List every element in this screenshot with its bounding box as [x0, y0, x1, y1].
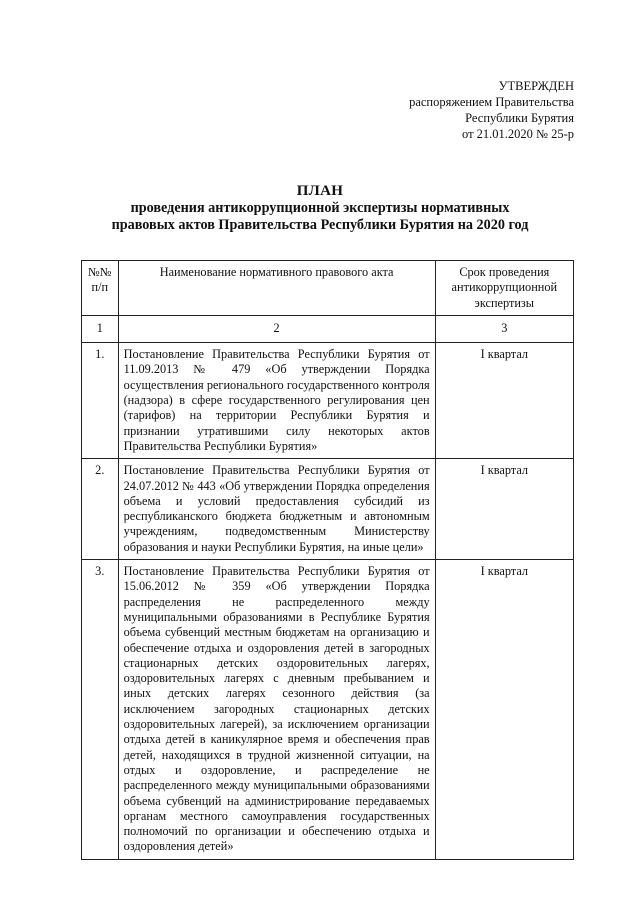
column-index-1: 1 — [82, 315, 119, 342]
approval-date-number: от 21.01.2020 № 25-р — [461, 127, 574, 141]
header-term: Срок проведения антикоррупционной экспертизы — [435, 261, 573, 316]
column-index-row — [82, 315, 574, 342]
document-title — [60, 183, 580, 234]
approval-republic: Республики Бурятия — [465, 111, 574, 125]
row-act-name: Постановление Правительства Республики Бурятия от 24.07.2012 № 443 «Об утверждении Порядка определения объема и условий предоставления субсидий из республиканского бюджета бюджетным и автономным учреждениям, подведомственным Министерству образования и науки Республики Бурятия, на иные цели» — [118, 459, 435, 560]
row-number: 1. — [82, 343, 119, 459]
column-index-3: 3 — [435, 315, 573, 342]
header-act-name: Наименование нормативного правового акта — [118, 261, 435, 316]
row-act-name: Постановление Правительства Республики Бурятия от 11.09.2013 № 479 «Об утверждении Порядка осуществления регионального государственного контроля (надзора) в сфере государственного регулирования цен (тарифов) на территории Республики Бурятия и признании утратившими силу некоторых актов Правительства Республики Бурятия» — [118, 343, 435, 459]
title-subtitle-line1: проведения антикоррупционной экспертизы нормативных — [130, 200, 510, 216]
approval-issuer: распоряжением Правительства — [409, 95, 574, 109]
table-row — [82, 560, 574, 860]
row-term: I квартал — [435, 343, 573, 459]
row-term: I квартал — [435, 459, 573, 560]
row-number: 2. — [82, 459, 119, 560]
row-term: I квартал — [435, 560, 573, 860]
plan-table — [81, 260, 574, 860]
table-header-row — [82, 261, 574, 316]
title-plan: ПЛАН — [296, 183, 344, 199]
row-act-name: Постановление Правительства Республики Бурятия от 15.06.2012 № 359 «Об утверждении Порядка распределения не распределенного между муниципальными образованиями в Республике Бурятия объема субвенций местным бюджетам на организацию и обеспечение отдыха и оздоровления детей в загородных стационарных детских оздоровительных лагерях, оздоровительных лагерях с дневным пребыванием и иных детских лагерях сезонного действия (за исключением загородных стационарных детских оздоровительных лагерей), за исключением организации отдыха детей в каникулярное время и обеспечения прав детей, находящихся в трудной жизненной ситуации, на отдых и оздоровление, и распределение не распределенного между муниципальными образованиями объема субвенций на администрирование передаваемых органам местного самоуправления государственных полномочий по организации и обеспечению отдыха и оздоровления детей» — [118, 560, 435, 860]
table-row — [82, 459, 574, 560]
approval-heading: УТВЕРЖДЕН — [498, 79, 574, 93]
table-row — [82, 343, 574, 459]
title-subtitle-line2: правовых актов Правительства Республики Бурятия на 2020 год — [111, 217, 529, 233]
approval-stamp — [314, 78, 574, 142]
row-number: 3. — [82, 560, 119, 860]
header-number: №№ п/п — [82, 261, 119, 316]
column-index-2: 2 — [118, 315, 435, 342]
